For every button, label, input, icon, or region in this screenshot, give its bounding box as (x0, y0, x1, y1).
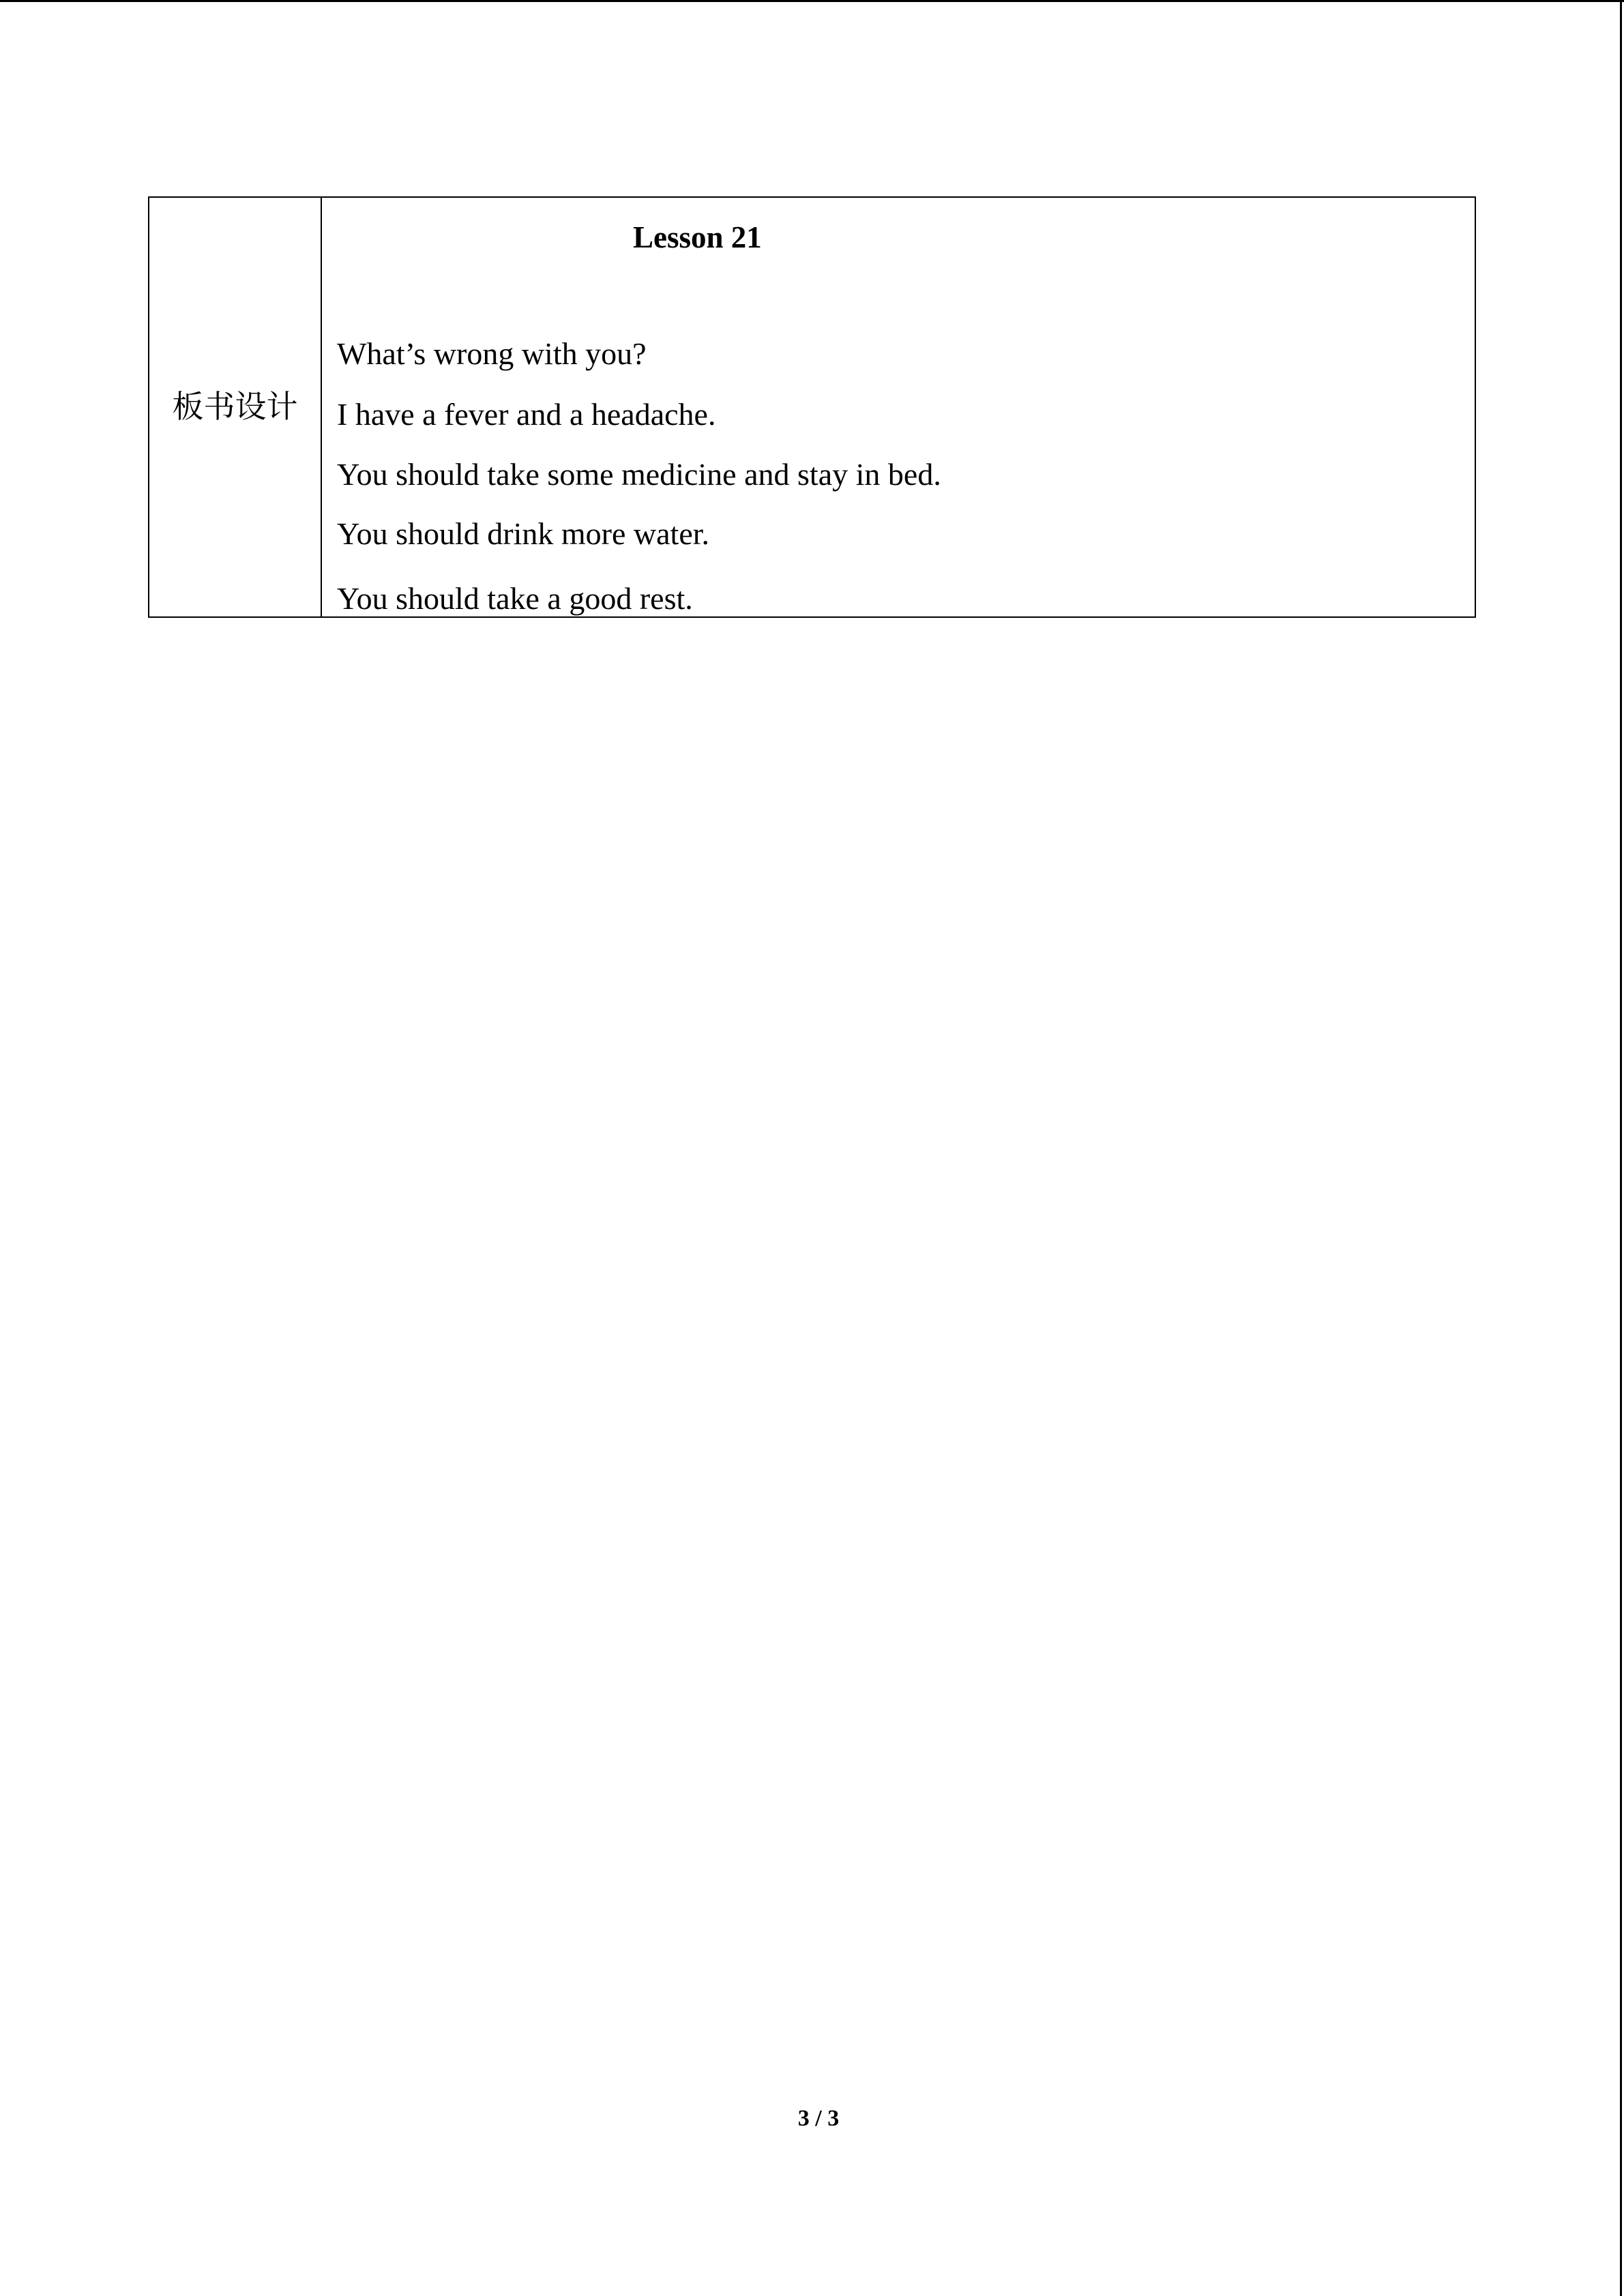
lesson-title: Lesson 21 (633, 220, 762, 254)
board-design-table (148, 196, 1476, 618)
board-line: What’s wrong with you? (337, 336, 647, 371)
page-number: 3 / 3 (797, 2106, 840, 2131)
board-line: You should take some medicine and stay in bed. (337, 457, 941, 492)
board-line: I have a fever and a headache. (337, 397, 716, 432)
board-design-label: 板书设计 (172, 388, 298, 425)
page-border-right (1620, 0, 1622, 2296)
board-line: You should drink more water. (337, 516, 710, 551)
board-line: You should take a good rest. (337, 581, 693, 616)
board-design-content-cell (322, 198, 1475, 616)
board-design-label-cell (149, 198, 322, 616)
page-border-top (0, 0, 1624, 2)
